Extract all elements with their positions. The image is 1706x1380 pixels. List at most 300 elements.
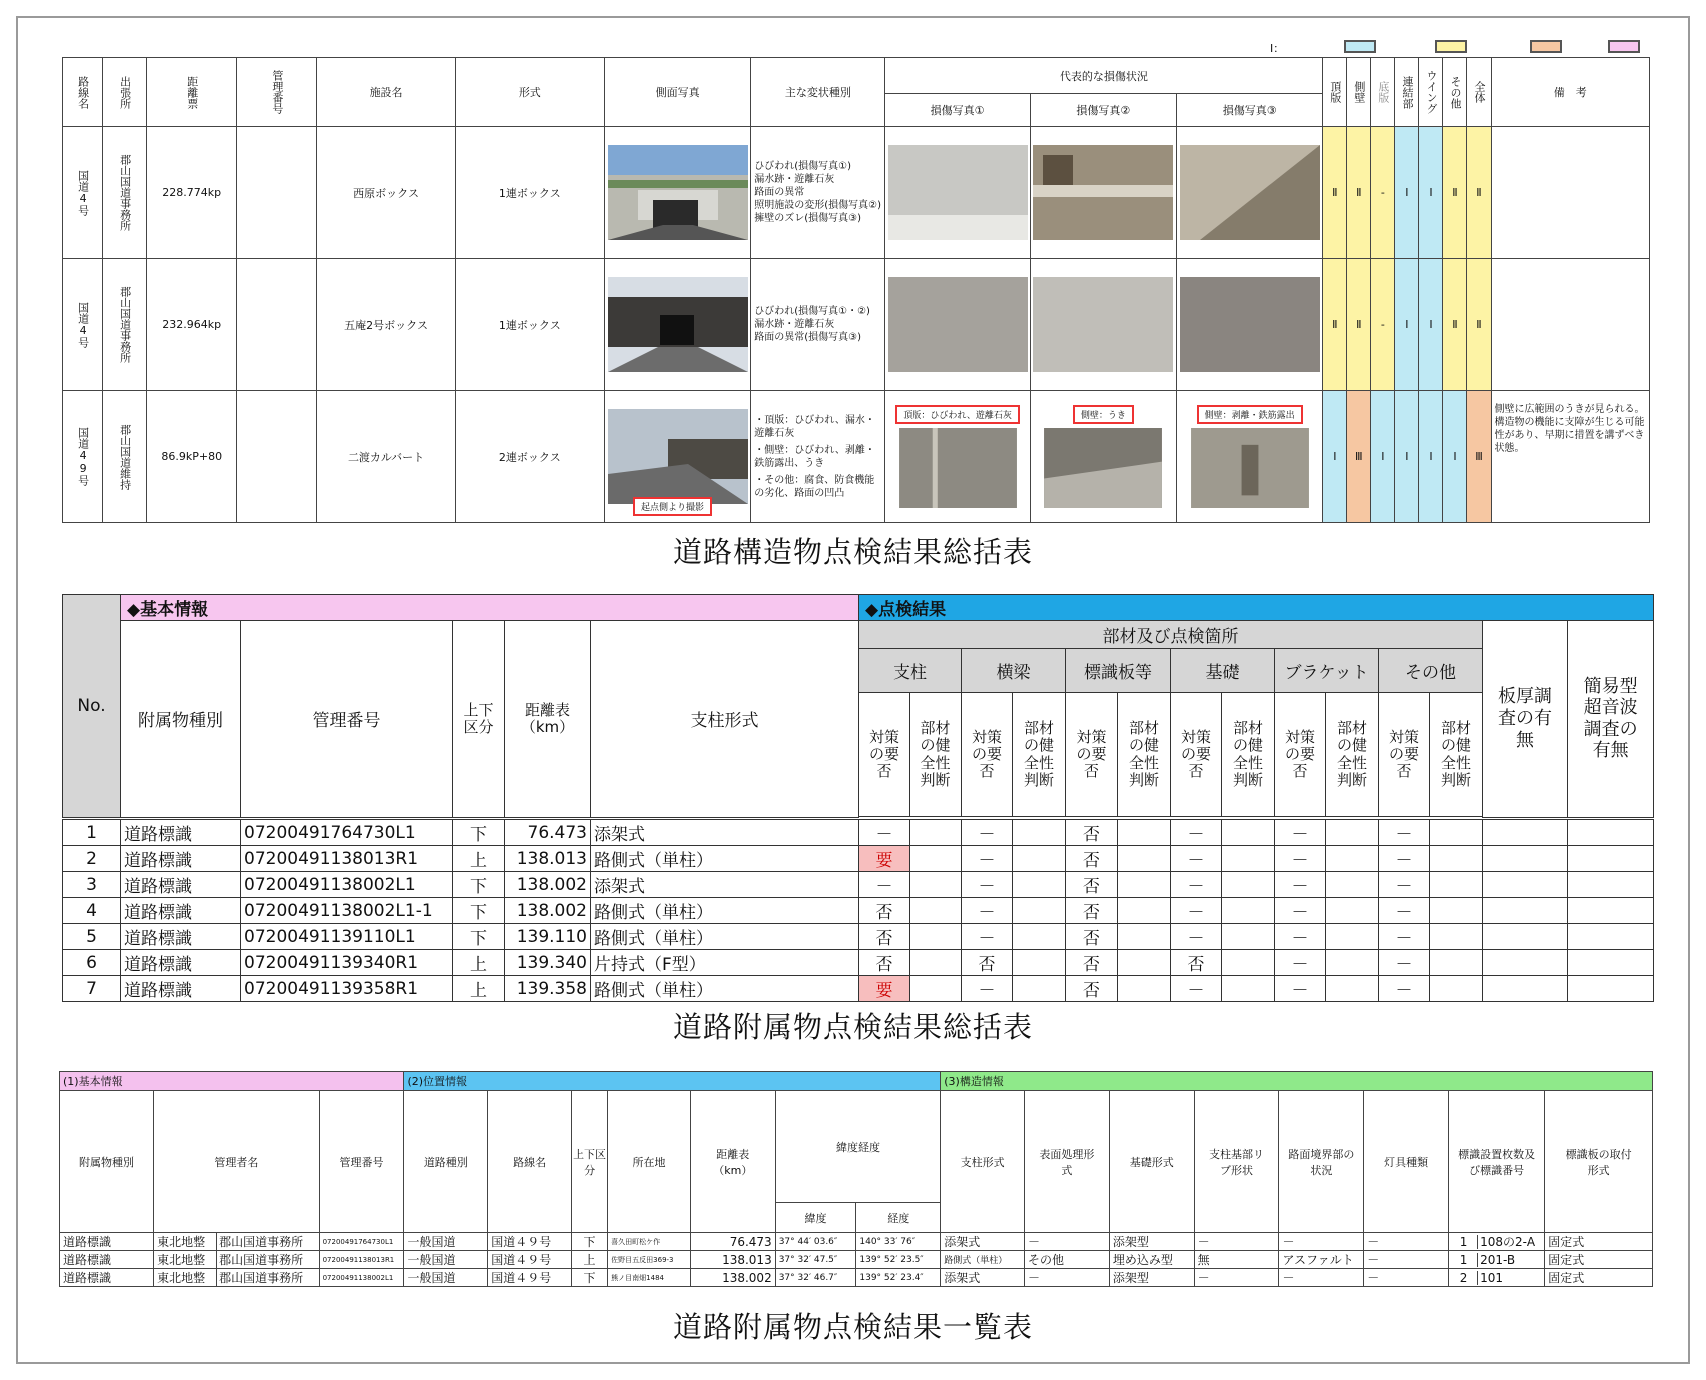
hdr-boundary: 路面境界部の状況 <box>1279 1091 1364 1233</box>
route-cell: 国道４９号 <box>488 1233 572 1251</box>
section-location-info: (2)位置情報 <box>404 1072 941 1091</box>
damage-photo-3 <box>1177 259 1323 391</box>
mgmt-no-cell: 07200491138002L1-1 <box>241 898 453 924</box>
pillar-cell: 片持式（F型） <box>591 950 859 976</box>
concrete-photo <box>1033 277 1173 372</box>
type-cell: 道路標識 <box>121 924 241 950</box>
measure-needed-cell: － <box>1275 976 1326 1002</box>
hdr-type: 附属物種別 <box>121 621 241 818</box>
health-judgment-cell <box>1013 846 1066 872</box>
health-judgment-cell <box>910 924 962 950</box>
pillar-cell: 路側式（単柱） <box>591 924 859 950</box>
direction-cell: 上 <box>453 950 505 976</box>
sign-count-cell-part: 108の2-A <box>1480 1235 1536 1249</box>
sign-count-cell-part: 101 <box>1480 1270 1503 1285</box>
hdr-distance: 距離表（km） <box>690 1091 775 1233</box>
measure-needed-cell: － <box>1275 898 1326 924</box>
thickness-cell <box>1483 950 1568 976</box>
mount-cell: 固定式 <box>1545 1251 1653 1269</box>
lamp-cell: － <box>1364 1233 1449 1251</box>
defect-item: ・側壁：ひびわれ、剥離・鉄筋露出、うき <box>754 444 875 469</box>
concrete-photo <box>1033 428 1173 508</box>
section-structure-info: (3)構造情報 <box>941 1072 1653 1091</box>
foundation-cell: 添架型 <box>1109 1233 1194 1251</box>
health-judgment-cell <box>1222 820 1275 846</box>
office-cell: 郡山国道維持 <box>103 391 147 523</box>
lamp-cell: － <box>1364 1269 1449 1287</box>
measure-needed-cell: 否 <box>1066 898 1118 924</box>
measure-needed-cell: 否 <box>962 950 1013 976</box>
hdr-damage1: 損傷写真① <box>885 94 1030 127</box>
distance-cell: 139.340 <box>505 950 591 976</box>
defect-item: 擁壁のズレ(損傷写真③) <box>754 213 861 224</box>
hdr-sub-health: 部材の健全性判断 <box>1118 693 1171 817</box>
hdr-rib: 支柱基部リブ形状 <box>1194 1091 1279 1233</box>
caption-appurtenance-list: 道路附属物点検結果一覧表 <box>672 1310 1033 1344</box>
legend-swatch-orange <box>1530 40 1562 53</box>
hdr-lamp: 灯具種類 <box>1364 1091 1449 1233</box>
hdr-wing: ウイング <box>1419 58 1443 127</box>
distance-cell: 138.002 <box>505 872 591 898</box>
form-cell: 1連ボックス <box>455 259 604 391</box>
direction-cell: 上 <box>453 846 505 872</box>
box-culvert-photo <box>608 145 748 240</box>
health-judgment-cell <box>1430 924 1483 950</box>
health-judgment-cell <box>910 820 962 846</box>
measure-needed-cell: 否 <box>859 924 910 950</box>
measure-needed-cell: － <box>1275 950 1326 976</box>
address-cell: 喜久田町松ケ作 <box>608 1233 691 1251</box>
defect-item: 路面の異常(損傷写真③) <box>754 332 861 343</box>
concrete-photo <box>888 428 1028 508</box>
health-judgment-cell <box>1326 924 1379 950</box>
distance-cell: 76.473 <box>690 1233 775 1251</box>
health-judgment-cell <box>1326 846 1379 872</box>
mount-cell: 固定式 <box>1545 1269 1653 1287</box>
hdr-joint: 連結部 <box>1395 58 1419 127</box>
distance-cell: 232.964kp <box>147 259 237 391</box>
health-judgment-cell <box>1326 898 1379 924</box>
hdr-group-sign-plate: 標識板等 <box>1066 649 1171 693</box>
health-judgment-cell <box>1430 950 1483 976</box>
hdr-group-other: その他 <box>1379 649 1483 693</box>
type-cell: 道路標識 <box>60 1269 154 1287</box>
ultrasonic-cell <box>1568 898 1654 924</box>
hdr-latlon: 緯度経度 <box>775 1091 941 1203</box>
hdr-type: 附属物種別 <box>60 1091 154 1233</box>
structure-row <box>63 391 1650 523</box>
caption-structure-summary: 道路構造物点検結果総括表 <box>672 535 1033 569</box>
sign-count-cell-part: 1 <box>1452 1235 1478 1249</box>
health-judgment-cell <box>910 950 962 976</box>
measure-needed-cell: － <box>859 820 910 846</box>
lamp-cell: － <box>1364 1251 1449 1269</box>
measure-needed-cell: 否 <box>1066 924 1118 950</box>
sign-count-cell <box>1449 1251 1545 1269</box>
hdr-sub-measure: 対策の要否 <box>1066 693 1118 817</box>
hdr-other: その他 <box>1443 58 1467 127</box>
health-judgment-cell <box>1222 976 1275 1002</box>
manager-cell-part: 郡山国道事務所 <box>219 1271 304 1285</box>
distance-cell: 139.110 <box>505 924 591 950</box>
grade-wing: Ⅰ <box>1419 259 1443 391</box>
health-judgment-cell <box>1430 820 1483 846</box>
route-cell: 国道４９号 <box>488 1269 572 1287</box>
health-judgment-cell <box>1326 820 1379 846</box>
health-judgment-cell <box>910 898 962 924</box>
grade-overall: Ⅲ <box>1467 391 1491 523</box>
defect-item: 路面の異常 <box>754 187 805 198</box>
distance-cell: 138.013 <box>690 1251 775 1269</box>
hdr-sub-measure: 対策の要否 <box>859 693 910 817</box>
photo-label: 側壁：剥離・鉄筋露出 <box>1197 405 1303 424</box>
direction-cell: 下 <box>571 1233 607 1251</box>
sign-count-cell <box>1449 1233 1545 1251</box>
photo-label: 頂版：ひびわれ、遊離石灰 <box>895 405 1020 424</box>
damage-photo-1 <box>885 127 1030 259</box>
hdr-office: 出張所 <box>103 58 147 127</box>
health-judgment-cell <box>1118 872 1171 898</box>
pillar-cell: 添架式 <box>941 1269 1025 1287</box>
measure-needed-cell: － <box>962 976 1013 1002</box>
box-culvert-photo <box>608 277 748 372</box>
measure-needed-cell: 否 <box>1066 950 1118 976</box>
remarks-cell: 側壁に広範囲のうきが見られる。構造物の機能に支障が生じる可能性があり、早期に措置を講ずべき状態。 <box>1491 391 1649 523</box>
measure-needed-cell: － <box>1275 820 1326 846</box>
mgmt-no-cell: 07200491139358R1 <box>241 976 453 1002</box>
route-cell: 国道４９号 <box>488 1251 572 1269</box>
ultrasonic-cell <box>1568 846 1654 872</box>
mgmt-no-cell: 07200491764730L1 <box>319 1233 404 1251</box>
side-photo <box>604 391 750 523</box>
health-judgment-cell <box>1118 924 1171 950</box>
manager-cell-part: 東北地整 <box>157 1233 217 1250</box>
legend-label: Ⅰ： <box>1270 42 1285 55</box>
type-cell: 道路標識 <box>121 820 241 846</box>
hdr-side: 側壁 <box>1347 58 1371 127</box>
grade-side: Ⅲ <box>1347 391 1371 523</box>
damage-photo-3 <box>1177 127 1323 259</box>
thickness-cell <box>1483 924 1568 950</box>
surface-cell: － <box>1025 1269 1110 1287</box>
caption-appurtenance-summary: 道路附属物点検結果総括表 <box>672 1010 1033 1044</box>
type-cell: 道路標識 <box>121 846 241 872</box>
table-row <box>63 872 1654 898</box>
pillar-cell: 添架式 <box>591 872 859 898</box>
facility-cell: 五庵2号ボックス <box>317 259 455 391</box>
direction-cell: 下 <box>453 872 505 898</box>
hdr-lat: 緯度 <box>775 1203 856 1233</box>
hdr-bottom: 底版 <box>1371 58 1395 127</box>
photo-label: 側壁：うき <box>1073 405 1134 424</box>
defects-cell <box>751 127 885 259</box>
measure-needed-cell: 否 <box>1171 950 1222 976</box>
legend-swatch-pink <box>1608 40 1640 53</box>
road-type-cell: 一般国道 <box>404 1233 488 1251</box>
pillar-cell: 添架式 <box>941 1233 1025 1251</box>
appurtenance-summary-rows <box>62 819 1654 1002</box>
row-no: 4 <box>63 898 121 924</box>
office-cell: 郡山国道事務所 <box>103 259 147 391</box>
mgmt-no-cell: 07200491139110L1 <box>241 924 453 950</box>
defect-item: ・頂版：ひびわれ、漏水・遊離石灰 <box>754 414 875 439</box>
hdr-mgmt-no: 管理番号 <box>237 58 317 127</box>
side-photo-label: 起点側より撮影 <box>633 497 712 516</box>
measure-needed-cell: － <box>962 872 1013 898</box>
measure-needed-cell: － <box>1379 976 1430 1002</box>
hdr-pillar: 支柱形式 <box>591 621 859 818</box>
hdr-distance: 距離票 <box>147 58 237 127</box>
defects-cell <box>751 391 885 523</box>
defects-cell <box>751 259 885 391</box>
measure-needed-cell: － <box>1379 898 1430 924</box>
ultrasonic-cell <box>1568 820 1654 846</box>
pillar-cell: 路側式（単柱） <box>591 846 859 872</box>
concrete-photo <box>888 277 1028 372</box>
defect-item: 照明施設の変形(損傷写真②) <box>754 200 881 211</box>
measure-needed-cell: － <box>1275 872 1326 898</box>
mgmt-no-cell: 07200491138002L1 <box>319 1269 404 1287</box>
concrete-photo <box>1180 145 1320 240</box>
direction-cell: 上 <box>453 976 505 1002</box>
type-cell: 道路標識 <box>121 898 241 924</box>
table-row <box>63 976 1654 1002</box>
structure-row <box>63 259 1650 391</box>
appurtenance-summary-table <box>62 594 1654 818</box>
measure-needed-cell: － <box>1171 820 1222 846</box>
measure-needed-cell: － <box>1171 872 1222 898</box>
concrete-photo <box>1180 428 1320 508</box>
grade-top: Ⅱ <box>1323 127 1347 259</box>
health-judgment-cell <box>1013 924 1066 950</box>
distance-cell: 76.473 <box>505 820 591 846</box>
road-type-cell: 一般国道 <box>404 1251 488 1269</box>
health-judgment-cell <box>1118 846 1171 872</box>
hdr-group-pillar: 支柱 <box>859 649 962 693</box>
rib-cell: 無 <box>1194 1251 1279 1269</box>
direction-cell: 下 <box>453 820 505 846</box>
boundary-cell: － <box>1279 1269 1364 1287</box>
hdr-ultrasonic: 簡易型超音波調査の有無 <box>1568 621 1654 818</box>
structure-row <box>63 127 1650 259</box>
pillar-cell: 添架式 <box>591 820 859 846</box>
hdr-road-type: 道路種別 <box>404 1091 488 1233</box>
direction-cell: 上 <box>571 1251 607 1269</box>
hdr-sign-count: 標識設置枚数及び標識番号 <box>1449 1091 1545 1233</box>
legend-swatch-yellow <box>1435 40 1467 53</box>
thickness-cell <box>1483 872 1568 898</box>
measure-needed-cell: － <box>962 924 1013 950</box>
mgmt-no-cell <box>237 391 317 523</box>
measure-needed-cell: 要 <box>859 846 910 872</box>
grade-bottom: Ⅰ <box>1371 391 1395 523</box>
remarks-cell <box>1491 127 1649 259</box>
mgmt-no-cell <box>237 259 317 391</box>
grade-joint: Ⅰ <box>1395 127 1419 259</box>
manager-cell-part: 東北地整 <box>157 1269 217 1286</box>
hdr-route: 路線名 <box>488 1091 572 1233</box>
measure-needed-cell: － <box>1275 846 1326 872</box>
route-cell: 国道4号 <box>63 259 103 391</box>
facility-cell: 西原ボックス <box>317 127 455 259</box>
thickness-cell <box>1483 846 1568 872</box>
latitude-cell: 37° 32′ 46.7″ <box>775 1269 856 1287</box>
foundation-cell: 埋め込み型 <box>1109 1251 1194 1269</box>
measure-needed-cell: － <box>962 820 1013 846</box>
health-judgment-cell <box>1118 950 1171 976</box>
measure-needed-cell: 否 <box>859 950 910 976</box>
mgmt-no-cell: 07200491764730L1 <box>241 820 453 846</box>
measure-needed-cell: 否 <box>1066 976 1118 1002</box>
type-cell: 道路標識 <box>121 950 241 976</box>
hdr-mgmt-no: 管理番号 <box>241 621 453 818</box>
grade-side: Ⅱ <box>1347 259 1371 391</box>
measure-needed-cell: － <box>1275 924 1326 950</box>
damage-photo-2 <box>1030 127 1176 259</box>
row-no: 5 <box>63 924 121 950</box>
table-row <box>63 846 1654 872</box>
hdr-manager: 管理者名 <box>154 1091 319 1233</box>
grade-bottom: - <box>1371 127 1395 259</box>
sign-count-cell-part: 1 <box>1452 1253 1478 1267</box>
health-judgment-cell <box>1326 950 1379 976</box>
hdr-distance: 距離表（km） <box>505 621 591 818</box>
row-no: 2 <box>63 846 121 872</box>
grade-wing: Ⅰ <box>1419 127 1443 259</box>
table-row <box>60 1233 1653 1251</box>
hdr-damage-group: 代表的な損傷状況 <box>885 58 1323 94</box>
hdr-sub-health: 部材の健全性判断 <box>910 693 962 817</box>
hdr-overall: 全体 <box>1467 58 1491 127</box>
pillar-cell: 路側式（単柱） <box>941 1251 1025 1269</box>
hdr-group-foundation: 基礎 <box>1171 649 1275 693</box>
hdr-sub-measure: 対策の要否 <box>1171 693 1222 817</box>
health-judgment-cell <box>1013 976 1066 1002</box>
grade-other: Ⅱ <box>1443 127 1467 259</box>
concrete-photo <box>1033 145 1173 240</box>
manager-cell-part: 郡山国道事務所 <box>219 1253 304 1267</box>
hdr-thickness: 板厚調査の有無 <box>1483 621 1568 818</box>
row-no: 3 <box>63 872 121 898</box>
side-photo <box>604 127 750 259</box>
rib-cell: － <box>1194 1269 1279 1287</box>
health-judgment-cell <box>1118 820 1171 846</box>
hdr-sub-health: 部材の健全性判断 <box>1326 693 1379 817</box>
type-cell: 道路標識 <box>60 1233 154 1251</box>
row-no: 1 <box>63 820 121 846</box>
hdr-remarks: 備 考 <box>1491 58 1649 127</box>
longitude-cell: 140° 33′ 76″ <box>856 1233 941 1251</box>
health-judgment-cell <box>1013 950 1066 976</box>
table-row <box>60 1269 1653 1287</box>
measure-needed-cell: － <box>1171 846 1222 872</box>
type-cell: 道路標識 <box>121 872 241 898</box>
concrete-photo <box>888 145 1028 240</box>
hdr-direction: 上下区分 <box>571 1091 607 1233</box>
culvert-road-photo <box>608 409 748 504</box>
health-judgment-cell <box>1118 898 1171 924</box>
health-judgment-cell <box>1118 976 1171 1002</box>
distance-cell: 138.013 <box>505 846 591 872</box>
health-judgment-cell <box>1222 846 1275 872</box>
hdr-form: 形式 <box>455 58 604 127</box>
distance-cell: 86.9kP+80 <box>147 391 237 523</box>
manager-cell <box>154 1251 319 1269</box>
grade-other: Ⅰ <box>1443 391 1467 523</box>
ultrasonic-cell <box>1568 872 1654 898</box>
hdr-route: 路線名 <box>63 58 103 127</box>
health-judgment-cell <box>1430 872 1483 898</box>
ultrasonic-cell <box>1568 950 1654 976</box>
structure-summary-table <box>62 57 1650 523</box>
measure-needed-cell: － <box>859 872 910 898</box>
address-cell: 佐野目五反田369-3 <box>608 1251 691 1269</box>
form-cell: 2連ボックス <box>455 391 604 523</box>
sign-count-cell-part: 2 <box>1452 1271 1478 1285</box>
defect-item: 漏水跡・遊離石灰 <box>754 174 835 185</box>
hdr-lon: 経度 <box>856 1203 941 1233</box>
health-judgment-cell <box>1430 976 1483 1002</box>
mgmt-no-cell: 07200491138013R1 <box>241 846 453 872</box>
hdr-top: 頂版 <box>1323 58 1347 127</box>
grade-top: Ⅰ <box>1323 391 1347 523</box>
health-judgment-cell <box>1013 820 1066 846</box>
surface-cell: － <box>1025 1233 1110 1251</box>
health-judgment-cell <box>1222 950 1275 976</box>
measure-needed-cell: － <box>1171 924 1222 950</box>
ultrasonic-cell <box>1568 976 1654 1002</box>
measure-needed-cell: 否 <box>1066 820 1118 846</box>
route-cell: 国道49号 <box>63 391 103 523</box>
hdr-sub-health: 部材の健全性判断 <box>1013 693 1066 817</box>
appurtenance-list-table <box>59 1071 1653 1287</box>
measure-needed-cell: － <box>1379 950 1430 976</box>
damage-photo-1 <box>885 259 1030 391</box>
manager-cell-part: 郡山国道事務所 <box>219 1235 304 1249</box>
ultrasonic-cell <box>1568 924 1654 950</box>
grade-joint: Ⅰ <box>1395 391 1419 523</box>
legend-swatch-blue <box>1344 40 1376 53</box>
thickness-cell <box>1483 820 1568 846</box>
type-cell: 道路標識 <box>60 1251 154 1269</box>
measure-needed-cell: － <box>1379 846 1430 872</box>
hdr-sub-measure: 対策の要否 <box>1379 693 1430 817</box>
mgmt-no-cell: 07200491138013R1 <box>319 1251 404 1269</box>
grade-side: Ⅱ <box>1347 127 1371 259</box>
grade-overall: Ⅱ <box>1467 127 1491 259</box>
measure-needed-cell: 要 <box>859 976 910 1002</box>
remarks-cell <box>1491 259 1649 391</box>
defect-item: ひびわれ(損傷写真①) <box>754 161 851 172</box>
hdr-group-beam: 横梁 <box>962 649 1066 693</box>
table-row <box>63 950 1654 976</box>
latitude-cell: 37° 44′ 03.6″ <box>775 1233 856 1251</box>
measure-needed-cell: － <box>962 846 1013 872</box>
hdr-direction: 上下区分 <box>453 621 505 818</box>
defect-item: ・その他：腐食、防食機能の劣化、路面の凹凸 <box>754 474 875 499</box>
measure-needed-cell: － <box>962 898 1013 924</box>
sign-count-cell <box>1449 1269 1545 1287</box>
defect-item: 漏水跡・遊離石灰 <box>754 319 835 330</box>
damage-photo-2 <box>1030 391 1176 523</box>
health-judgment-cell <box>1430 846 1483 872</box>
manager-cell <box>154 1233 319 1251</box>
table-row <box>60 1251 1653 1269</box>
measure-needed-cell: 否 <box>859 898 910 924</box>
manager-cell-part: 東北地整 <box>157 1251 217 1268</box>
health-judgment-cell <box>1222 872 1275 898</box>
table-row <box>63 898 1654 924</box>
